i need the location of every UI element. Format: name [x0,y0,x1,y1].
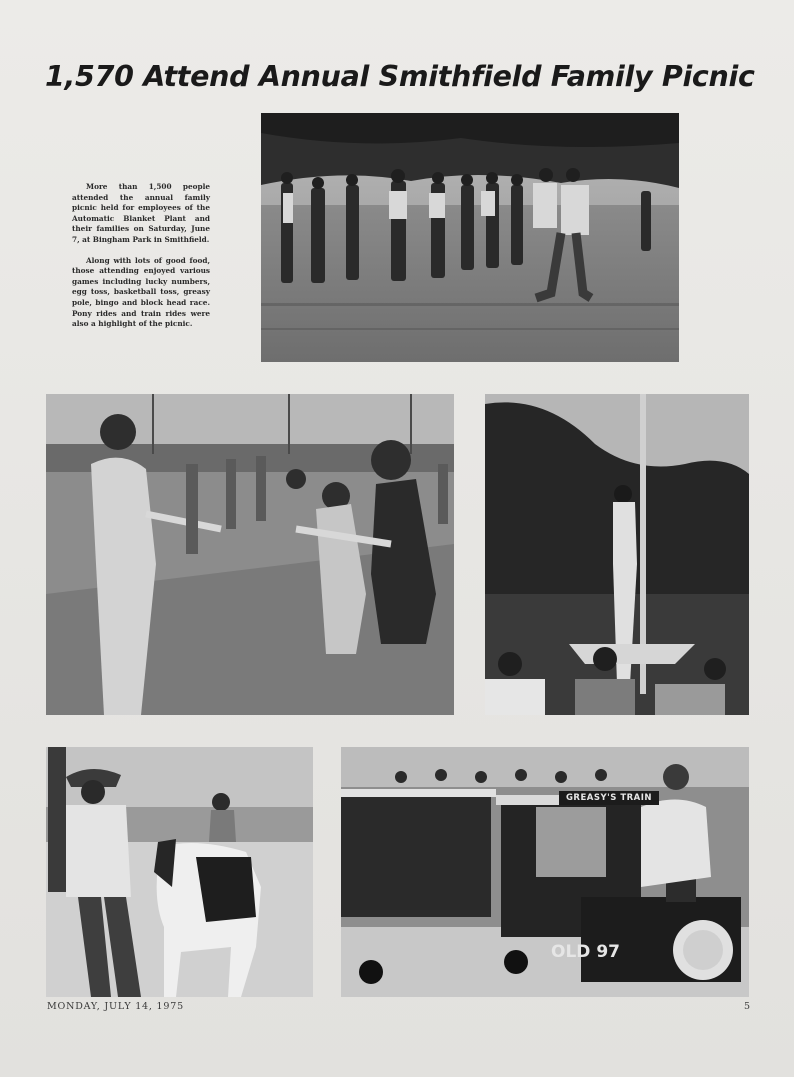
intro-paragraph-1: More than 1,500 people attended the annual family picnic held for employees of the Automatic Blanket Plant and their families on Saturday, June 7, at Bingham Park in Smithfield. [72,182,210,244]
intro-paragraph-2: Along with lots of good food, those attending enjoyed various games including lucky numbers, egg toss, basketball toss, greasy pole, bingo and block head race. Pony rides and train rides were also a highlight of the picnic. [72,255,210,329]
train-sign: GREASY'S TRAIN [559,791,659,805]
photo-train-ride [341,747,749,997]
intro-text [72,182,210,340]
photo-egg-toss [46,394,454,715]
headline: 1,570 Attend Annual Smithfield Family Picnic [45,60,755,93]
photo-egg-toss-line [261,113,679,362]
page-number: 5 [743,1001,750,1012]
train-number: OLD 97 [551,942,620,962]
photo-greasy-pole [485,394,749,715]
photo-pony-ride [46,747,313,997]
footer-date: MONDAY, JULY 14, 1975 [47,1001,184,1012]
